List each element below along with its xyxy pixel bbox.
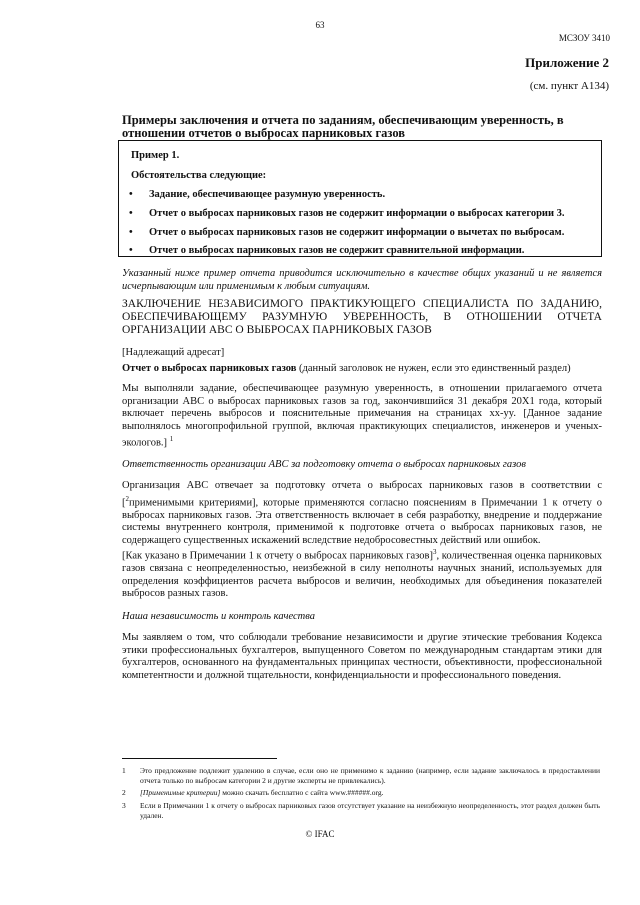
page-heading: Примеры заключения и отчета по заданиям, обеспечивающим уверенность, в отношении отчетов о выбросах парниковых газов <box>122 113 564 140</box>
paragraph-engagement: Мы выполняли задание, обеспечивающее разумную уверенность, в отношении прилагаемого отчета организации ABC о выбросах парниковых газов за год, закончившийся 31 декабря 20X1 года, который включает перечень выбросов и пояснительные примечания на страницах xx-yy. [Данное задание выполнялось многопрофильной группой, включая практикующих специалистов, инженеров и ученых-экологов.] $^1$ <box>122 383 602 449</box>
bullet-icon: • <box>129 245 133 256</box>
section-heading-independence: Наша независимость и контроль качества <box>122 611 315 622</box>
copyright: © IFAC <box>305 829 335 839</box>
paragraph-responsibility: Организация ABC отвечает за подготовку отчета о выбросах парниковых газов в соответствии с [$^2$применимыми критериями], которые применяются согласно пояснениям в Примечании 1 к отчету о выбросах парниковых газов. Эта ответственность включает в себя разработку, внедрение и поддержание системы внутреннего контроля, применимой к подготовке отчета о выбросах парниковых газов, не содержащего существенных искажений вследствие недобросовестных действий или ошибок. <box>122 480 602 546</box>
list-item: • Отчет о выбросах парниковых газов не содержит информации о выбросах категории 3. <box>129 208 565 219</box>
footnote-mark: 2 <box>122 788 126 797</box>
document-id: МСЗОУ 3410 <box>558 33 610 43</box>
list-item: • Задание, обеспечивающее разумную уверенность. <box>129 189 386 200</box>
section-heading-report: Отчет о выбросах парниковых газов (данный заголовок не нужен, если это единственный раздел) <box>122 363 571 374</box>
bullet-icon: • <box>129 227 133 238</box>
footnote: 1 Это предложение подлежит удалению в случае, если оно не применимо к заданию (например, если задание заключалось в предоставлении отчета только по выбросам категории 2 и другие эксперты не привлекались). <box>122 766 600 785</box>
footnote-mark: 3 <box>122 801 126 810</box>
report-title: ЗАКЛЮЧЕНИЕ НЕЗАВИСИМОГО ПРАКТИКУЮЩЕГО СПЕЦИАЛИСТА ПО ЗАДАНИЮ, ОБЕСПЕЧИВАЮЩЕМУ РАЗУМНУЮ УВЕРЕННОСТЬ, В ОТНОШЕНИИ ОТЧЕТА ОРГАНИЗАЦИИ ABC О ВЫБРОСАХ ПАРНИКОВЫХ ГАЗОВ <box>122 298 602 336</box>
appendix-reference: (см. пункт A134) <box>529 80 609 92</box>
list-item: • Отчет о выбросах парниковых газов не содержит сравнительной информации. <box>129 245 525 256</box>
paragraph-uncertainty: [Как указано в Примечании 1 к отчету о выбросах парниковых газов]$^3$, количественная оценка парниковых газов связана с неопределенностью, неизбежной в силу неполноты научных знаний, используемых для определения коэффициентов расчета выбросов и величин, необходимых для объединения показателей выбросов разных газов. <box>122 548 602 599</box>
footnote-mark: 1 <box>122 766 126 775</box>
example-title: Пример 1. <box>131 150 180 161</box>
page-number: 63 <box>315 20 325 30</box>
appendix-title: Приложение 2 <box>525 55 609 70</box>
footnote: 2 [Применимые критерии] можно скачать бесплатно с сайта www.######.org. <box>122 788 384 797</box>
footnote-ref: 2 <box>125 494 129 503</box>
addressee: [Надлежащий адресат] <box>122 347 225 358</box>
example-box <box>118 140 602 257</box>
footnote-divider <box>122 758 277 759</box>
list-item: • Отчет о выбросах парниковых газов не содержит информации о вычетах по выбросам. <box>129 227 565 238</box>
note-paragraph: Указанный ниже пример отчета приводится исключительно в качестве общих указаний и не является исчерпывающим или применимым к любым ситуациям. <box>122 268 602 292</box>
footnote-ref: 3 <box>432 548 437 556</box>
footnote: 3 Если в Примечании 1 к отчету о выбросах парниковых газов отсутствует указание на неизбежную неопределенность, этот раздел должен быть удален. <box>122 801 600 820</box>
bullet-icon: • <box>129 189 133 200</box>
circumstances-label: Обстоятельства следующие: <box>131 170 267 181</box>
bullet-icon: • <box>129 208 133 219</box>
footnote-ref: 1 <box>169 435 174 443</box>
section-heading-responsibility: Ответственность организации ABC за подготовку отчета о выбросах парниковых газов <box>122 459 526 470</box>
paragraph-independence: Мы заявляем о том, что соблюдали требование независимости и другие этические требования Кодекса этики профессиональных бухгалтеров, выпущенного Советом по международным стандартам этики для бухгалтеров, основанного на фундаментальных принципах честности, объективности, профессиональной компетентности и должной тщательности, конфиденциальности и профессионального поведения. <box>122 632 602 681</box>
